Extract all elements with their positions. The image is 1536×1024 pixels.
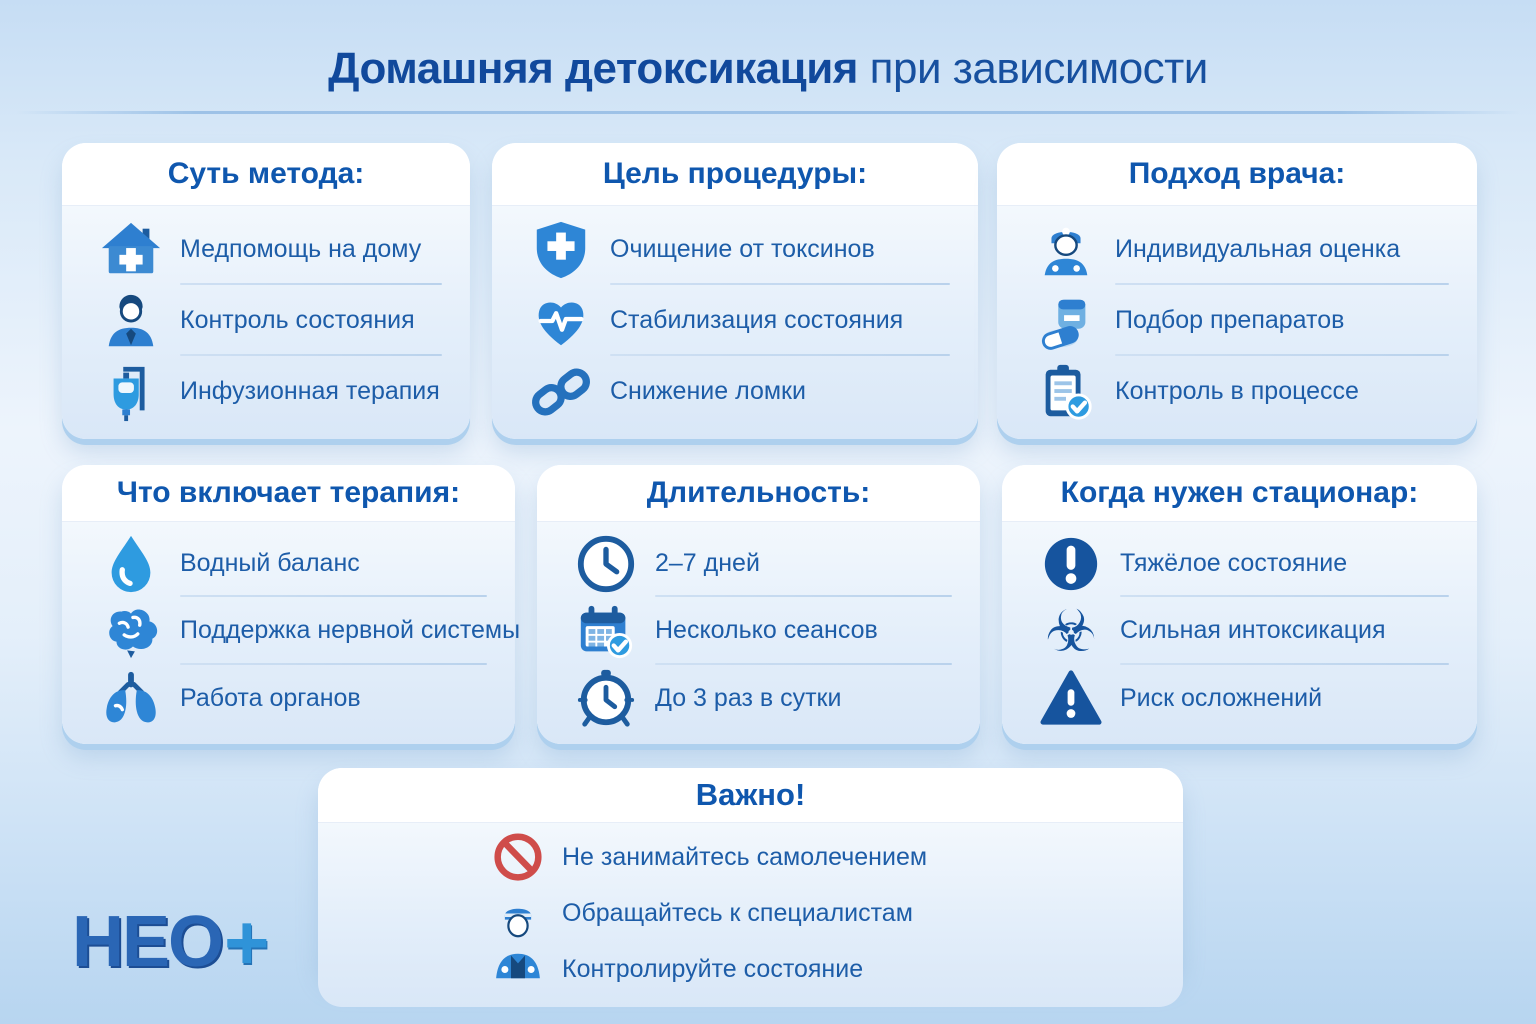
card-body (537, 522, 980, 744)
list-item (1040, 597, 1451, 664)
no-entry-icon (490, 829, 546, 885)
item-label: Контроль состояния (180, 306, 415, 334)
logo-text: НЕО (72, 902, 223, 982)
chain-link-icon (530, 361, 592, 423)
item-label: Несколько сеансов (655, 616, 878, 645)
item-label: Инфузионная терапия (180, 377, 440, 405)
list-item (100, 356, 444, 427)
item-label: Медпомощь на дому (180, 235, 422, 263)
item-label: Не занимайтесь самолечением (562, 842, 928, 871)
item-label: Обращайтесь к специалистам (562, 898, 913, 927)
item-label: Стабилизация состояния (610, 306, 904, 334)
card-header: Суть метода: (62, 143, 470, 206)
pills-icon (1035, 290, 1097, 352)
card-duration (537, 465, 980, 744)
card-method-essence (62, 143, 470, 439)
shield-cross-icon (530, 219, 592, 281)
calendar-check-icon (575, 600, 637, 662)
card-hospital-needed (1002, 465, 1477, 744)
water-drop-icon (100, 533, 162, 595)
list-item (490, 885, 1153, 941)
item-label: Сильная интоксикация (1120, 616, 1386, 645)
card-header: Что включает терапия: (62, 465, 515, 522)
list-item (1035, 356, 1451, 427)
card-therapy-includes (62, 465, 521, 744)
list-item (100, 530, 489, 597)
card-header: Важно! (318, 768, 1183, 823)
list-item (490, 941, 1153, 997)
item-label: Контроль в процессе (1115, 377, 1359, 405)
item-label: До 3 раз в сутки (655, 683, 842, 712)
item-label: Индивидуальная оценка (1115, 235, 1401, 263)
card-procedure-goal (492, 143, 978, 439)
card-header: Длительность: (537, 465, 980, 522)
item-label: 2–7 дней (655, 549, 760, 578)
list-item (1035, 285, 1451, 356)
list-item (530, 214, 952, 285)
card-body (62, 206, 470, 439)
card-header: Подход врача: (997, 143, 1477, 206)
card-body (997, 206, 1477, 439)
page-title-regular: при зависимости (857, 44, 1208, 93)
item-label: Контролируйте состояние (562, 954, 864, 983)
list-item (490, 829, 1153, 885)
list-item (1035, 214, 1451, 285)
card-body (318, 823, 1183, 1007)
item-label: Подбор препаратов (1115, 306, 1345, 334)
logo-plus-icon: + (224, 898, 268, 986)
brain-icon (100, 600, 162, 662)
alarm-clock-icon (575, 667, 637, 729)
list-item (1040, 530, 1451, 597)
list-item (530, 356, 952, 427)
doctor-icon (100, 290, 162, 352)
exclamation-circle-icon (1040, 533, 1102, 595)
doctor-mask-icon (490, 885, 546, 941)
iv-drip-icon (100, 361, 162, 423)
lungs-icon (100, 667, 162, 729)
list-item (1040, 665, 1451, 732)
list-item (100, 597, 521, 664)
biohazard-icon: ☣ (1045, 596, 1097, 665)
list-item (100, 214, 444, 285)
card-body (1002, 522, 1477, 744)
list-item (530, 285, 952, 356)
item-label: Водный баланс (180, 549, 360, 578)
list-item (575, 597, 954, 664)
card-important (318, 768, 1183, 983)
item-label: Работа органов (180, 683, 361, 712)
list-item (100, 665, 489, 732)
list-item (575, 665, 954, 732)
item-label: Риск осложнений (1120, 683, 1323, 712)
heart-pulse-icon (530, 290, 592, 352)
clock-icon (575, 533, 637, 595)
item-label: Тяжёлое состояние (1120, 549, 1348, 578)
item-label: Поддержка нервной системы (180, 616, 521, 645)
card-header: Цель процедуры: (492, 143, 978, 206)
item-label: Очищение от токсинов (610, 235, 875, 263)
card-body (492, 206, 978, 439)
house-icon (100, 219, 162, 281)
card-body (62, 522, 521, 744)
item-label: Снижение ломки (610, 377, 806, 405)
card-header: Когда нужен стационар: (1002, 465, 1477, 522)
brand-logo (72, 898, 268, 986)
doctor-cap-icon (1035, 219, 1097, 281)
clipboard-check-icon (1035, 361, 1097, 423)
list-item (100, 285, 444, 356)
warning-triangle-icon (1040, 667, 1102, 729)
title-divider (16, 111, 1520, 114)
card-doctor-approach (997, 143, 1477, 439)
page-title-bold: Домашняя детоксикация (328, 44, 858, 93)
list-item (575, 530, 954, 597)
page-title (0, 44, 1536, 94)
